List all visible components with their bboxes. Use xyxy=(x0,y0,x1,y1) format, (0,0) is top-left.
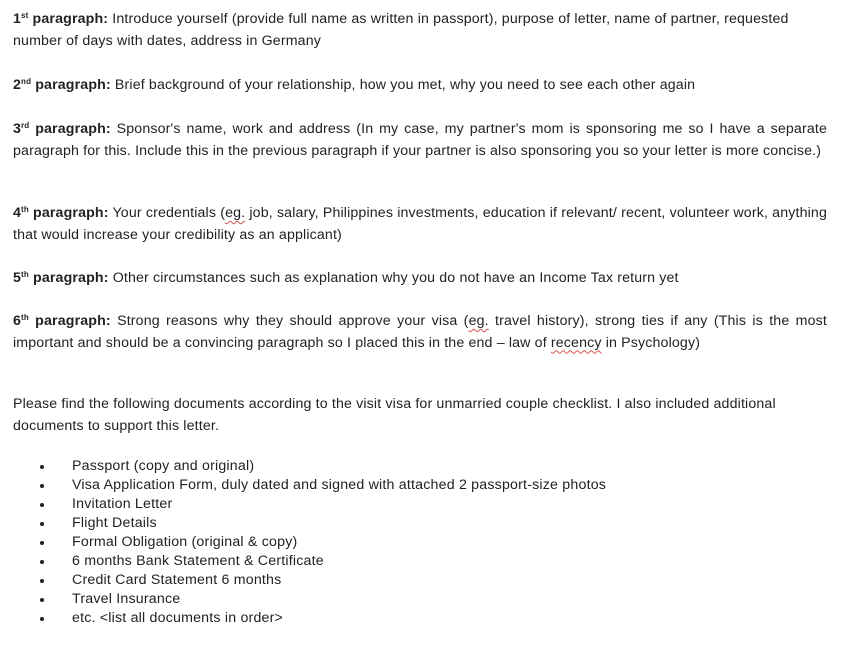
bullet-icon xyxy=(40,617,44,621)
list-item: Passport (copy and original) xyxy=(0,457,606,476)
bullet-icon xyxy=(40,522,44,526)
paragraph-3-text: Sponsor's name, work and address (In my case, my partner's mom is sponsoring me so I have a separate paragraph for this. Include this in the previous paragraph if your partner is also sponsoring you so your letter is more concise.) xyxy=(13,121,827,159)
paragraph-1-heading: 1st paragraph: xyxy=(13,11,109,27)
paragraph-3-heading: 3rd paragraph: xyxy=(13,121,111,137)
list-item: Invitation Letter xyxy=(0,495,606,514)
bullet-icon xyxy=(40,560,44,564)
paragraph-2 xyxy=(13,75,827,97)
paragraph-4: 4th paragraph: Your credentials (eg. job, salary, Philippines investments, education if relevant/ recent, volunteer work, anything that would increase your credibility as an applicant) xyxy=(13,205,828,243)
list-item: Visa Application Form, duly dated and signed with attached 2 passport-size photos xyxy=(0,476,606,495)
spellcheck-flagged-word[interactable]: eg. xyxy=(468,313,489,329)
spellcheck-flagged-word[interactable]: recency xyxy=(550,334,602,351)
spellcheck-flagged-word[interactable]: eg. xyxy=(225,205,246,221)
bullet-icon xyxy=(40,484,44,488)
paragraph-6-heading: 6th paragraph: xyxy=(13,313,111,329)
paragraph-2-text: Brief background of your relationship, how you met, why you need to see each other again xyxy=(110,77,696,93)
paragraph-4-heading: 4th paragraph: xyxy=(13,205,109,221)
paragraph-1-text: Introduce yourself (provide full name as written in passport), purpose of letter, name of partner, requested number of days with dates, address in Germany xyxy=(13,11,789,49)
list-item: Travel Insurance xyxy=(0,590,606,609)
bullet-icon xyxy=(40,541,44,545)
paragraph-2-heading: 2nd paragraph: xyxy=(13,77,111,93)
paragraph-5-text: Other circumstances such as explanation why you do not have an Income Tax return yet xyxy=(108,270,679,286)
list-item: Flight Details xyxy=(0,514,606,533)
list-item: 6 months Bank Statement & Certificate xyxy=(0,552,606,571)
bullet-icon xyxy=(40,503,44,507)
paragraph-5-heading: 5th paragraph: xyxy=(13,270,109,286)
closing-paragraph: Please find the following documents according to the visit visa for unmarried couple checklist. I also included additional documents to support this letter. xyxy=(13,396,776,434)
paragraph-6: 6th paragraph: Strong reasons why they should approve your visa (eg. travel history), strong ties if any (This is the most important and should be a convincing paragraph so I placed this in the end – law of recency in Psychology) xyxy=(13,313,827,351)
paragraph-3 xyxy=(13,119,827,162)
list-item: Formal Obligation (original & copy) xyxy=(0,533,606,552)
list-item: etc. <list all documents in order> xyxy=(0,609,606,628)
documents-list xyxy=(0,457,606,628)
bullet-icon xyxy=(40,465,44,469)
bullet-icon xyxy=(40,579,44,583)
bullet-icon xyxy=(40,598,44,602)
paragraph-5 xyxy=(13,268,827,290)
list-item: Credit Card Statement 6 months xyxy=(0,571,606,590)
paragraph-1 xyxy=(13,9,827,52)
